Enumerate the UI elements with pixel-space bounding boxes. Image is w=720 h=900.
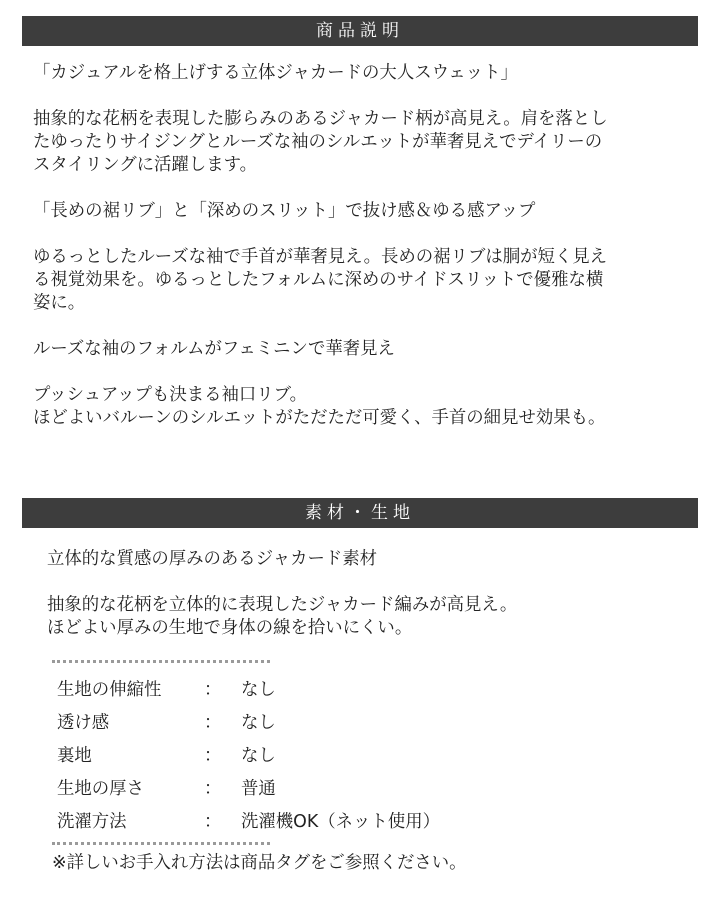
description-paragraph: 「長めの裾リブ」と「深めのスリット」で抜け感＆ゆる感アップ xyxy=(33,201,536,221)
spec-separator: ： xyxy=(204,779,222,799)
description-section-header: 商品説明 xyxy=(22,16,698,46)
material-paragraph: 立体的な質感の厚みのあるジャカード素材 xyxy=(47,549,378,569)
spec-separator: ： xyxy=(204,746,222,766)
spec-separator: ： xyxy=(204,680,222,700)
spec-label: 裏地 xyxy=(57,746,92,766)
care-note: ※詳しいお手入れ方法は商品タグをご参照ください。 xyxy=(52,853,467,873)
dotted-divider-bottom xyxy=(52,842,270,845)
material-body xyxy=(47,548,697,663)
spec-value: なし xyxy=(241,680,276,700)
material-spec-table xyxy=(57,675,657,840)
spec-label: 洗濯方法 xyxy=(57,812,127,832)
dotted-divider-top xyxy=(52,660,270,663)
spec-value: 普通 xyxy=(241,779,276,799)
description-paragraph: ゆるっとしたルーズな袖で手首が華奢見え。長めの裾リブは胴が短く見え る視覚効果を。ゆるっとしたフォルムに深めのサイドスリットで優雅な横 姿に。 xyxy=(33,247,608,313)
description-paragraph: 「カジュアルを格上げする立体ジャカードの大人スウェット」 xyxy=(33,63,518,83)
spec-row-thickness xyxy=(57,774,657,807)
spec-value: なし xyxy=(241,713,276,733)
spec-separator: ： xyxy=(204,713,222,733)
spec-label: 生地の厚さ xyxy=(57,779,144,799)
spec-row-sheerness xyxy=(57,708,657,741)
spec-row-washing xyxy=(57,807,657,840)
spec-label: 透け感 xyxy=(57,713,110,733)
description-body xyxy=(33,62,703,453)
spec-label: 生地の伸縮性 xyxy=(57,680,162,700)
description-paragraph: ルーズな袖のフォルムがフェミニンで華奢見え xyxy=(33,339,395,359)
spec-separator: ： xyxy=(204,812,222,832)
description-paragraph: プッシュアップも決まる袖口リブ。 ほどよいバルーンのシルエットがただただ可愛く、手首の細見せ効果も。 xyxy=(33,385,606,428)
description-paragraph: 抽象的な花柄を表現した膨らみのあるジャカード柄が高見え。肩を落とし たゆったりサイジングとルーズな袖のシルエットが華奢見えでデイリーの スタイリングに活躍します。 xyxy=(33,109,608,175)
spec-value: 洗濯機OK（ネット使用） xyxy=(241,812,440,832)
spec-value: なし xyxy=(241,746,276,766)
spec-row-lining xyxy=(57,741,657,774)
spec-row-stretch xyxy=(57,675,657,708)
material-section-header: 素材・生地 xyxy=(22,498,698,528)
material-paragraph: 抽象的な花柄を立体的に表現したジャカード編みが高見え。 ほどよい厚みの生地で身体の線を拾いにくい。 xyxy=(47,595,518,638)
